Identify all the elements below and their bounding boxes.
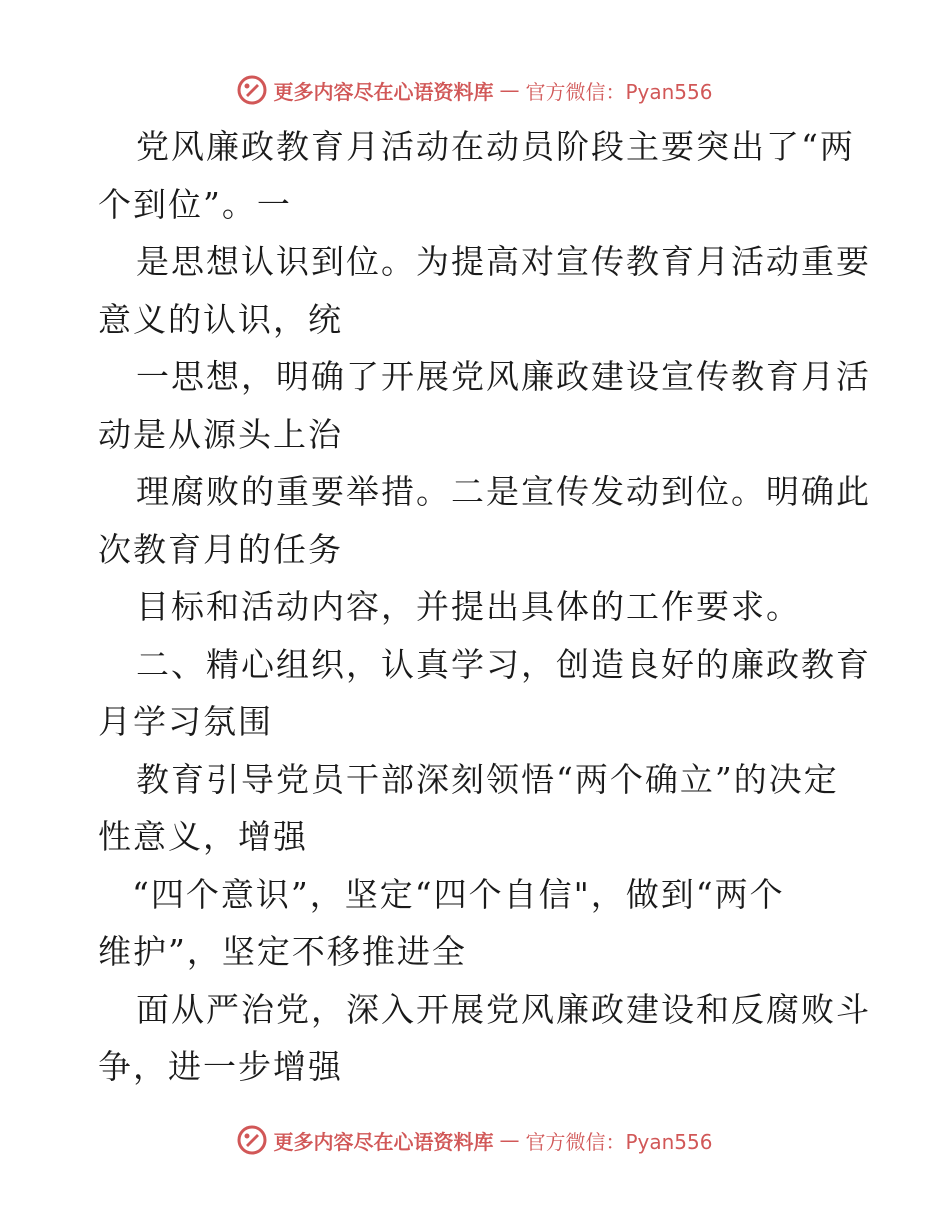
text-line: 教育引导党员干部深刻领悟“两个确立”的决定: [136, 759, 839, 799]
watermark-separator: —: [499, 78, 520, 102]
text-line: 争，进一步增强: [98, 1047, 343, 1086]
text-line: 维护”，坚定不移推进全: [98, 932, 467, 971]
text-line: 月学习氛围: [98, 702, 273, 741]
watermark-separator: —: [499, 1128, 520, 1152]
text-line: 性意义，增强: [98, 817, 308, 856]
text-line: 目标和活动内容，并提出具体的工作要求。: [136, 587, 801, 626]
watermark-brand-text: 更多内容尽在心语资料库: [273, 79, 494, 104]
text-line: 动是从源头上治: [98, 414, 343, 454]
watermark-wechat: 官方微信：Pyan556: [525, 1129, 713, 1154]
section-heading: 二、精心组织，认真学习，创造良好的廉政教育: [136, 644, 871, 684]
watermark-brand: [237, 75, 712, 105]
text-line: 个到位”。一: [98, 184, 292, 224]
brand-logo-icon: [237, 75, 267, 105]
document-body: [98, 118, 871, 1096]
text-line: 是思想认识到位。为提高对宣传教育月活动重要: [136, 242, 871, 281]
text-line: 次教育月的任务: [98, 529, 343, 569]
text-line: 意义的认识，统: [98, 299, 343, 339]
page-footer-watermark: [0, 1120, 950, 1160]
text-line: 面从严治党，深入开展党风廉政建设和反腐败斗: [136, 989, 871, 1029]
watermark-brand-text: 更多内容尽在心语资料库: [273, 1129, 494, 1154]
page-header-watermark: [0, 70, 950, 110]
watermark-brand: [237, 1125, 712, 1155]
watermark-wechat: 官方微信：Pyan556: [525, 79, 713, 104]
text-line: 党风廉政教育月活动在动员阶段主要突出了“两: [136, 127, 855, 166]
text-line: “四个意识”，坚定“四个自信"，做到“两个: [132, 874, 785, 914]
text-line: 理腐败的重要举措。二是宣传发动到位。明确此: [136, 472, 871, 511]
brand-logo-icon: [237, 1125, 267, 1155]
text-line: 一思想，明确了开展党风廉政建设宣传教育月活: [136, 357, 871, 396]
